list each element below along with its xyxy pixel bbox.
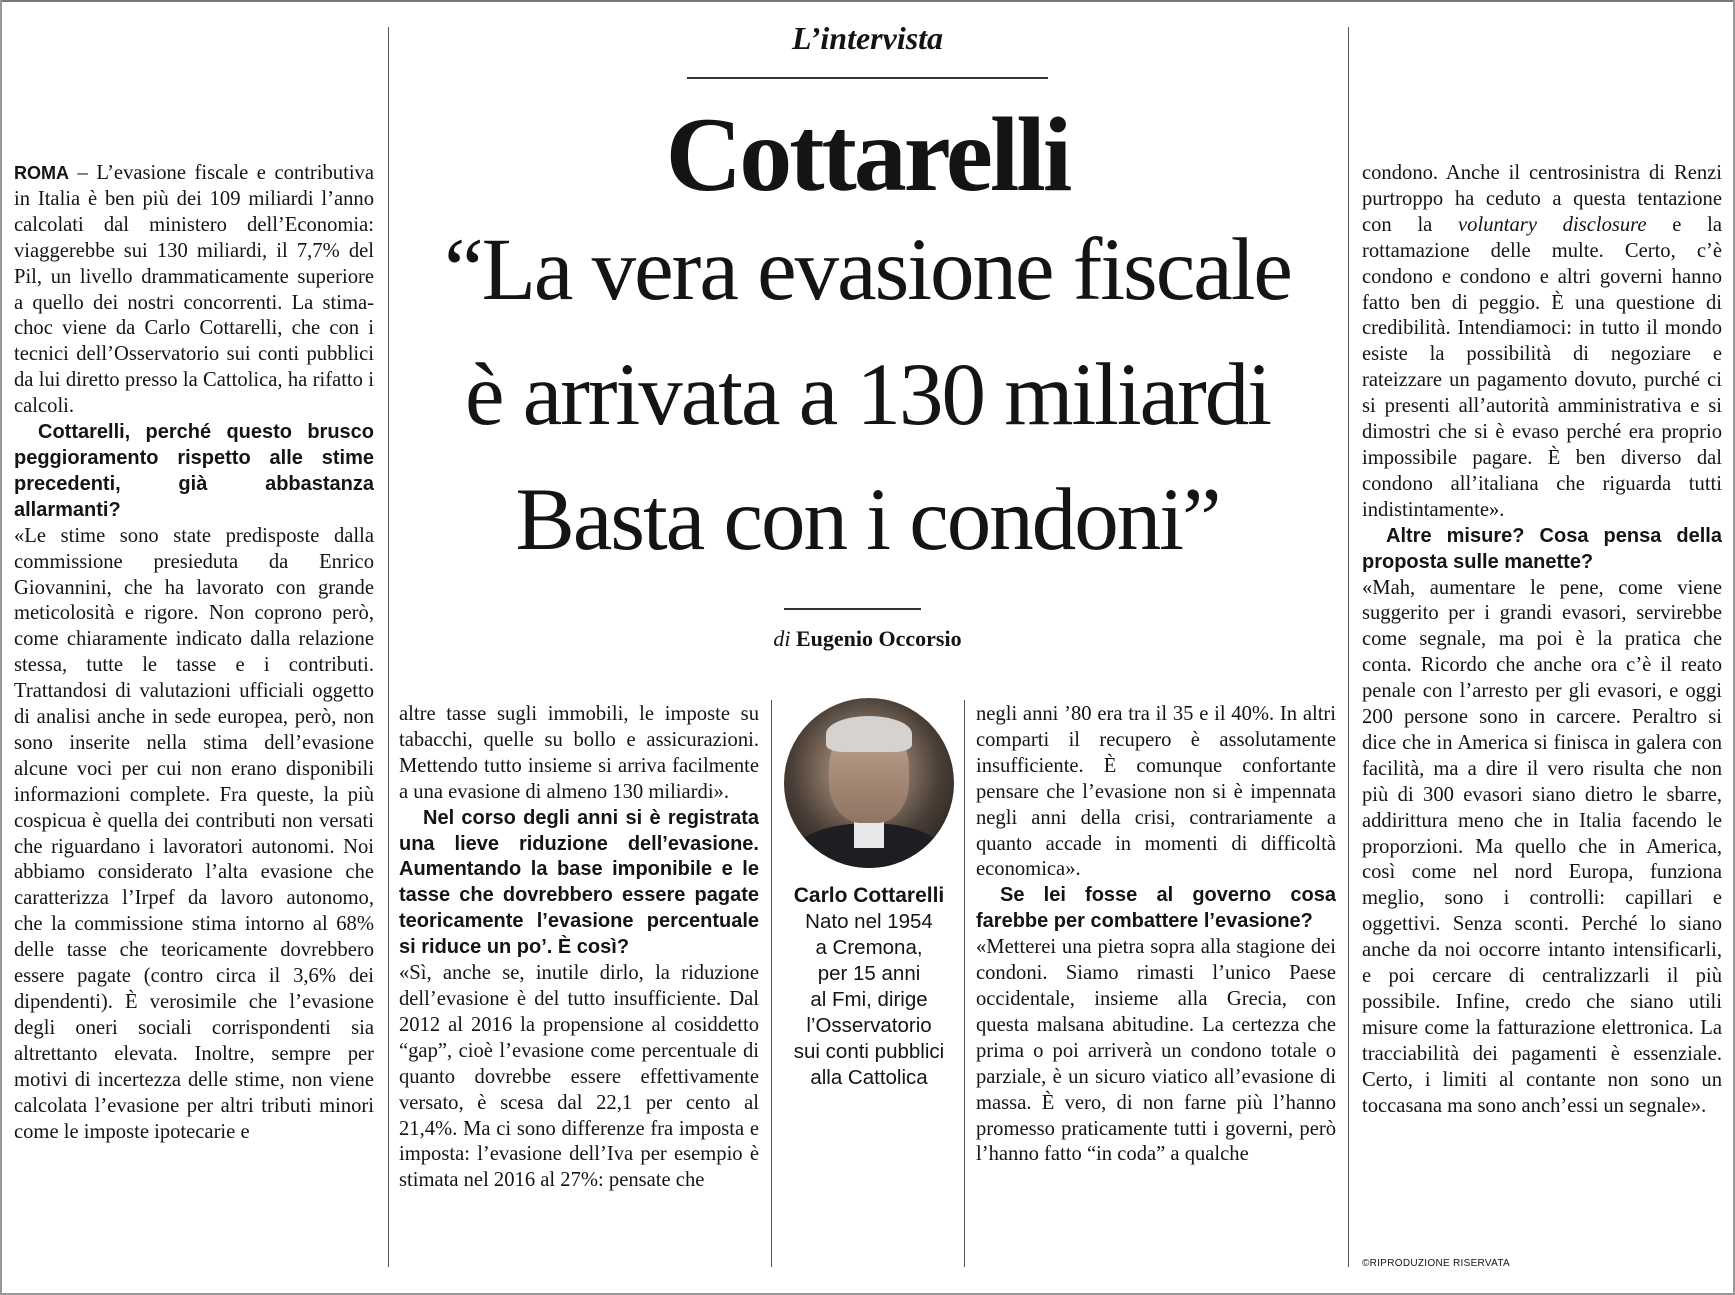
headline (380, 208, 1355, 583)
answer-2: «Sì, anche se, inutile dirlo, la riduzione dell’evasione è del tutto insufficiente. Dal 2012 al 2016 la propensione al cosiddetto “gap”, cioè l’evasione come percentuale di quanto dovrebbe essere effettivamente versato, è scesa dal 22,1 per cento al 21,4%. Ma ci sono differenze fra imposta e imposta: l’evasione dell’Iva per esempio è stimata nel 2016 al 27%: pensate che (399, 962, 759, 1192)
answer-3-continued (1362, 161, 1722, 524)
answer-3: «Metterei una pietra sopra alla stagione dei condoni. Siamo rimasti l’unico Paese occidentale, insieme alla Grecia, con questa malsana abitudine. La certezza che prima o poi arriverà un condono totale o parziale, è un sicuro viatico all’evasione di massa. È vero, di non farne più l’hanno promesso praticamente tutti i governi, però l’hanno fatto “in coda” a qualche (976, 936, 1336, 1166)
article-column-4 (1362, 161, 1722, 1253)
kicker-rule (687, 77, 1048, 79)
question-3: Se lei fosse al governo cosa farebbe per combattere l’evasione? (976, 884, 1336, 933)
headline-line-1: “La vera evasione fiscale (444, 221, 1291, 319)
article-column-2 (399, 702, 759, 1276)
article-column-1 (14, 161, 374, 1276)
byline-rule (784, 608, 921, 610)
caption-line: l’Osservatorio (806, 1014, 932, 1037)
lead-paragraph (14, 161, 374, 420)
lead-text: – L’evasione fiscale e contributiva in Italia è ben più dei 109 miliardi l’anno calcolati dal ministero dell’Economia: viaggerebbe sui 130 miliardi, il 7,7% del Pil, un livello drammaticamente superiore a quello dei nostri concorrenti. La stima-choc viene da Carlo Cottarelli, che con i tecnici dell’Osservatorio sui conti pubblici da lui diretto presso la Cattolica, ha rifatto i calcoli. (14, 162, 374, 418)
answer-4: «Mah, aumentare le pene, come viene suggerito per i grandi evasori, servirebbe come segnale, ma poi è la pratica che conta. Ricordo che anche ora c’è il reato penale con l’arresto per gli evasori, e oggi 200 persone sono in carcere. Peraltro si dice che in America si finisca in galera con facilità, ma a dire il vero risulta che non più di 300 evasori siano dietro le sbarre, addirittura meno che in Italia facendo le proporzioni. Ma quello che in America, così come nel nord Europa, funziona meglio, sono i controlli: capillari e oggettivi. Senza sconti. Perché lo siano anche da noi occorre intanto intensificarli, e poi cercare di centralizzarli il più possibile. Infine, credo che siano utili misure come la fatturazione elettronica. La tracciabilità dei pagamenti è essenziale. Certo, i limiti al contante non sono un toccasana ma sono anch’essi un segnale». (1362, 576, 1722, 1117)
caption-line: a Cremona, (815, 936, 923, 959)
caption-line: per 15 anni (817, 962, 921, 985)
page-border-left (0, 0, 2, 1295)
headline-line-2: è arrivata a 130 miliardi (464, 346, 1271, 444)
byline-author: Eugenio Occorsio (796, 626, 962, 651)
answer-1: «Le stime sono state predisposte dalla commissione presieduta da Enrico Giovannini, che ha lavorato con grande meticolosità e rigore. Non coprono però, come chiaramente indicato dalla relazione stessa, tutte le tasse e i contributi. Trattandosi di valutazioni ufficiali oggetto di analisi anche in sede europea, però, non sono inserite nella stima dell’evasione alcune voci per cui non erano disponibili informazioni complete. Fra queste, la più cospicua è quella dei contributi non versati che riguardano i lavoratori autonomi. Noi abbiamo considerato l’alta evasione che caratterizza l’Irpef da lavoro autonomo, che la commissione stima intorno al 68% delle tasse che teoricamente dovrebbero essere pagate (contro circa il 3,6% dei dipendenti). È verosimile che l’evasione degli oneri sociali corrispondenti sia altrettanto elevata. Inoltre, sempre per motivi di incertezza delle stime, non viene calcolata l’evasione per altri tributi minori come le imposte ipotecarie e (14, 524, 374, 1143)
portrait-photo (784, 698, 954, 868)
dateline: ROMA (14, 163, 69, 183)
caption-line: sui conti pubblici (793, 1040, 945, 1063)
question-1: Cottarelli, perché questo brusco peggioramento rispetto alle stime precedenti, già abbastanza allarmanti? (14, 421, 374, 521)
question-2: Nel corso degli anni si è registrata una lieve riduzione dell’evasione. Aumentando la base imponibile e le tasse che dovrebbero essere pagate teoricamente l’evasione percentuale si riduce un po’. È così? (399, 806, 759, 959)
caption-name: Carlo Cottarelli (793, 884, 945, 907)
byline (540, 626, 1195, 652)
answer-1-continued: altre tasse sugli immobili, le imposte su tabacchi, quelle su bollo e assicurazioni. Mettendo tutto insieme si arriva facilmente a una evasione di almeno 130 miliardi». (399, 703, 759, 803)
copyright-notice: ©RIPRODUZIONE RISERVATA (1362, 1258, 1510, 1269)
question-4: Altre misure? Cosa pensa della proposta sulle manette? (1362, 524, 1722, 573)
caption-line: al Fmi, dirige (810, 988, 928, 1011)
answer-3-cont-italic: voluntary disclosure (1458, 213, 1647, 236)
answer-3-cont-text-end: e la rottamazione delle multe. Certo, c’è condono e condono e altri governi hanno fatto ben di peggio. È una questione di credibilità. Intendiamoci: in tutto il mondo esiste la possibilità di negoziare e rateizzare un pagamento dovuto, purché ci si presenti all’autorità amministrativa e si dimostri che si è evaso perché era proprio impossibile pagare. È ben diverso dal condono all’italiana che riguarda tutti indistintamente». (1362, 213, 1722, 521)
answer-2-continued: negli anni ’80 era tra il 35 e il 40%. In altri comparti il recupero è assolutamente insufficiente. È comunque confortante pensare che l’evasione non si è impennata negli anni della crisi, contrariamente a quanto accade in momenti di difficoltà economica». (976, 703, 1336, 881)
interviewee-name: Cottarelli (665, 96, 1070, 213)
photo-caption (770, 883, 968, 1091)
page-border-top (0, 0, 1735, 2)
article-column-3 (976, 702, 1336, 1276)
photo-hair (826, 716, 912, 752)
byline-prefix: di (773, 626, 791, 651)
caption-line: Nato nel 1954 (805, 910, 933, 933)
answer-3-cont-text: condono. Anche il centrosinistra di Renzi purtroppo ha ceduto a questa tentazione con la (1362, 162, 1722, 236)
headline-line-3: Basta con i condoni” (515, 471, 1220, 569)
section-kicker: L’intervista (791, 20, 944, 56)
caption-line: alla Cattolica (810, 1066, 928, 1089)
